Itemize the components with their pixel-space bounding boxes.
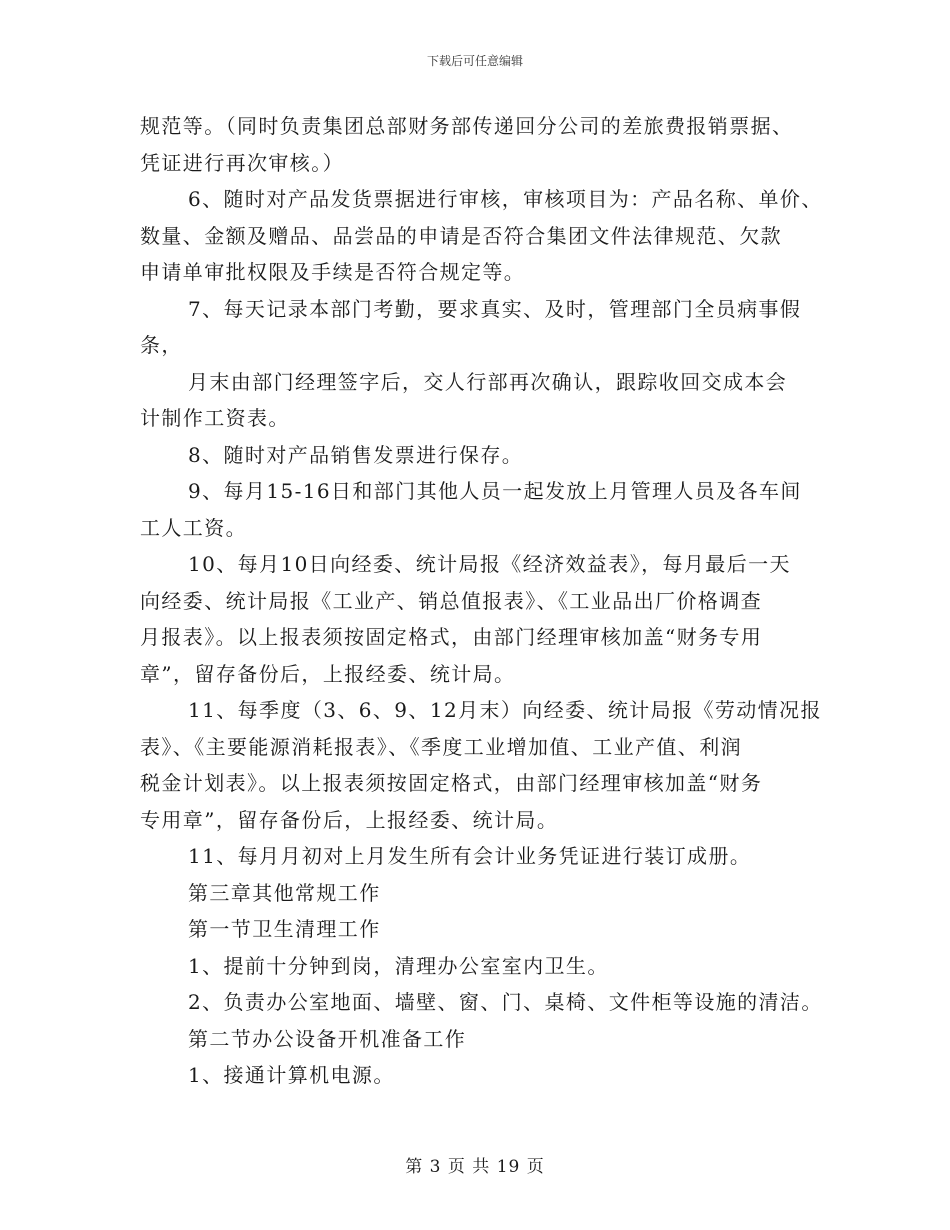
text-line: 月末由部门经理签字后，交人行部再次确认，跟踪收回交成本会 bbox=[188, 369, 788, 394]
text-line: 数量、金额及赠品、品尝品的申请是否符合集团文件法律规范、欠款 bbox=[140, 223, 782, 248]
text-line: 第一节卫生清理工作 bbox=[188, 917, 381, 941]
page-number-footer: 第 3 页 共 19 页 bbox=[405, 1157, 545, 1177]
document-body bbox=[140, 108, 830, 1094]
text-line: 月报表》。以上报表须按固定格式，由部门经理审核加盖“财务专用 bbox=[140, 625, 763, 649]
text-line: 1、接通计算机电源。 bbox=[188, 1063, 395, 1087]
text-line: 8、随时对产品销售发票进行保存。 bbox=[188, 442, 524, 467]
text-line: 章”，留存备份后，上报经委、统计局。 bbox=[140, 661, 516, 686]
text-line: 第三章其他常规工作 bbox=[188, 880, 381, 905]
text-line: 11、每季度（3、6、9、12月末）向经委、统计局报《劳动情况报 bbox=[188, 698, 822, 722]
page-header-note: 下载后可任意编辑 bbox=[426, 54, 523, 68]
text-line: 6、随时对产品发货票据进行审核，审核项目为：产品名称、单价、 bbox=[188, 187, 823, 211]
text-line: 9、每月15-16日和部门其他人员一起发放上月管理人员及各车间 bbox=[188, 479, 802, 503]
text-line: 条， bbox=[140, 333, 183, 357]
text-line: 7、每天记录本部门考勤，要求真实、及时，管理部门全员病事假 bbox=[188, 296, 802, 321]
text-line: 税金计划表》。以上报表须按固定格式，由部门经理审核加盖“财务 bbox=[140, 771, 763, 795]
text-line: 表》、《主要能源消耗报表》、《季度工业增加值、工业产值、利润 bbox=[140, 734, 742, 759]
text-line: 规范等。（同时负责集团总部财务部传递回分公司的差旅费报销票据、 bbox=[140, 114, 794, 138]
text-line: 专用章”，留存备份后，上报经委、统计局。 bbox=[140, 807, 559, 832]
text-line: 第二节办公设备开机准备工作 bbox=[188, 1026, 467, 1051]
text-line: 工人工资。 bbox=[140, 515, 247, 540]
text-line: 10、每月10日向经委、统计局报《经济效益表》，每月最后一天 bbox=[188, 552, 791, 576]
text-line: 2、负责办公室地面、墙壁、窗、门、桌椅、文件柜等设施的清洁。 bbox=[188, 990, 823, 1014]
text-line: 凭证进行再次审核。） bbox=[140, 150, 344, 175]
text-line: 11、每月月初对上月发生所有会计业务凭证进行装订成册。 bbox=[188, 844, 752, 868]
text-line: 1、提前十分钟到岗，清理办公室室内卫生。 bbox=[188, 953, 609, 978]
text-line: 向经委、统计局报《工业产、销总值报表》、《工业品出厂价格调查 bbox=[140, 588, 762, 613]
text-line: 计制作工资表。 bbox=[140, 406, 290, 430]
text-line: 申请单审批权限及手续是否符合规定等。 bbox=[140, 260, 526, 284]
